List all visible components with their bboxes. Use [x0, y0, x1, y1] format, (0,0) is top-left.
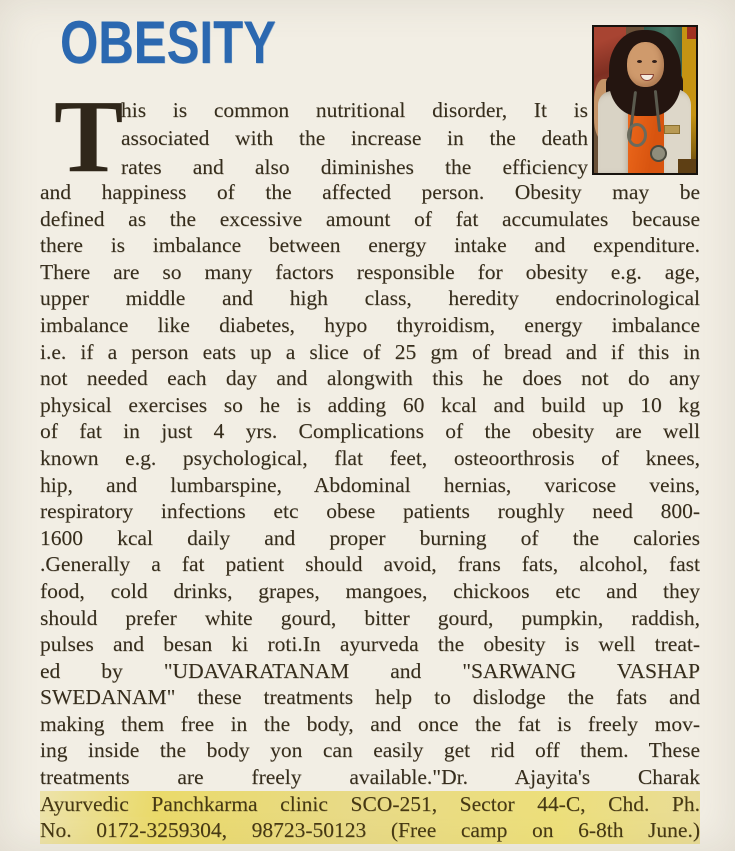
text-line: his is common nutritional disorder, It is: [121, 98, 588, 122]
highlighted-text-line: Ayurvedic Panchkarma clinic SCO-251, Sector 44-C, Chd. Ph.: [40, 791, 700, 816]
highlighted-lines: [40, 791, 700, 844]
text-line: and happiness of the affected person. Obesity may be: [40, 180, 700, 204]
text-line: rates and also diminishes the efficiency: [121, 154, 588, 179]
text-line: SWEDANAM" these treatments help to dislodge the fats and: [40, 685, 700, 710]
photo-eye-right: [652, 60, 657, 63]
text-line: ing inside the body yon can easily get rid off them. These: [40, 738, 700, 763]
text-line: defined as the excessive amount of fat accumulates because: [40, 206, 700, 231]
text-line: i.e. if a person eats up a slice of 25 gm of bread and if this in: [40, 339, 700, 364]
text-line: There are so many factors responsible for obesity e.g. age,: [40, 259, 700, 284]
text-line: respiratory infections etc obese patients roughly need 800-: [40, 499, 700, 524]
photo-stethoscope-chestpiece: [650, 145, 667, 162]
text-line: there is imbalance between energy intake and expenditure.: [40, 233, 700, 258]
text-line: associated with the increase in the death: [121, 126, 588, 151]
text-line: upper middle and high class, heredity endocrinological: [40, 286, 700, 311]
article-title: OBESITY: [60, 9, 276, 76]
text-line: known e.g. psychological, flat feet, osteoorthrosis of knees,: [40, 445, 700, 470]
article-body: [40, 179, 700, 844]
photo-corner-detail: [687, 27, 696, 39]
doctor-photo: [592, 25, 698, 175]
text-line: pulses and besan ki roti.In ayurveda the obesity is well treat-: [40, 632, 700, 657]
text-line: 1600 kcal daily and proper burning of the calories: [40, 525, 700, 550]
text-line: of fat in just 4 yrs. Complications of the obesity are well: [40, 419, 700, 444]
dropcap-letter: T: [54, 79, 124, 194]
text-line: imbalance like diabetes, hypo thyroidism, energy imbalance: [40, 312, 700, 337]
photo-name-badge: [664, 125, 680, 134]
text-line: treatments are freely available."Dr. Ajayita's Charak: [40, 765, 700, 790]
photo-eye-left: [637, 60, 642, 63]
text-line: ed by "UDAVARATANAM and "SARWANG VASHAP: [40, 658, 700, 683]
text-line: making them free in the body, and once the fat is freely mov-: [40, 711, 700, 736]
text-line: hip, and lumbarspine, Abdominal hernias, varicose veins,: [40, 472, 700, 497]
photo-stethoscope-loop: [627, 123, 647, 147]
text-line: .Generally a fat patient should avoid, frans fats, alcohol, fast: [40, 552, 700, 577]
text-line: not needed each day and alongwith this he does not do any: [40, 366, 700, 391]
body-lines: [40, 179, 700, 791]
text-line: physical exercises so he is adding 60 kcal and build up 10 kg: [40, 392, 700, 417]
text-line: should prefer white gourd, bitter gourd, pumpkin, raddish,: [40, 605, 700, 630]
photo-table-corner: [678, 159, 696, 173]
intro-lines: [121, 96, 588, 181]
highlighted-text-line: No. 0172-3259304, 98723-50123 (Free camp on 6-8th June.): [40, 818, 700, 843]
text-line: food, cold drinks, grapes, mangoes, chickoos etc and they: [40, 578, 700, 603]
